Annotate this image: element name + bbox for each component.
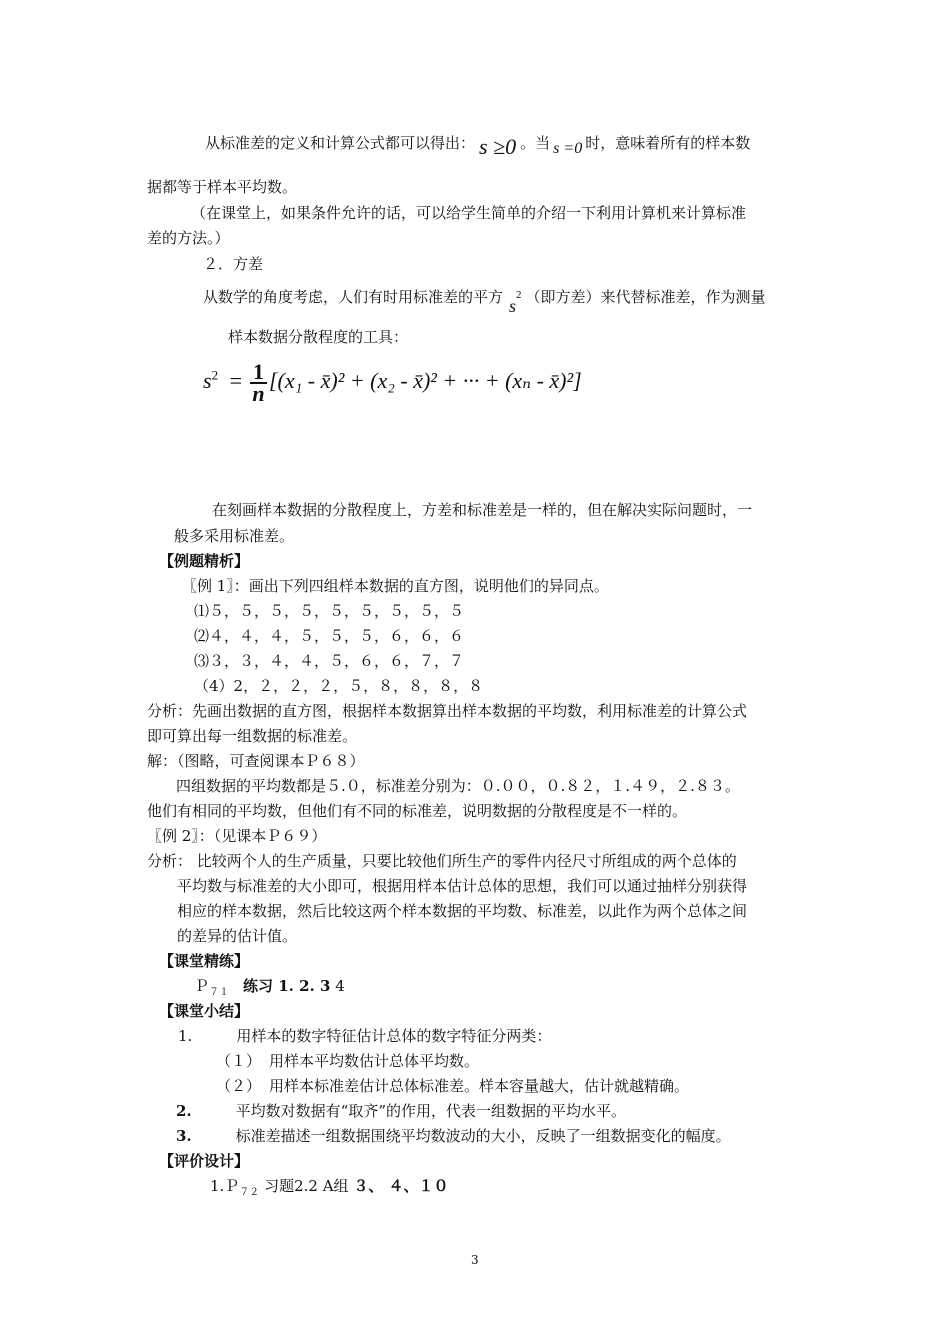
analysis-2-line-1: 分析： 比较两个人的生产质量，只要比较他们所生产的零件内径尺寸所组成的两个总体的	[147, 852, 737, 870]
data-set-1: ⑴５，５，５，５，５，５，５，５，５	[194, 602, 465, 620]
item-number: 1.	[178, 1027, 193, 1045]
para-continuation: 据都等于样本平均数。	[147, 178, 298, 196]
example-2: 〖例 2〗：（见课本Ｐ６９）	[147, 827, 327, 845]
heading-practice: 【课堂精练】	[159, 952, 250, 970]
sub-text: 用样本标准差估计总体标准差。样本容量越大，估计就越精确。	[269, 1077, 690, 1095]
item-number: 3.	[176, 1127, 192, 1145]
math-s-geq-0: s ≥0	[479, 134, 517, 159]
solution: 解：（图略，可查阅课本Ｐ６８）	[147, 752, 365, 770]
math-s-eq-0: s =0	[553, 140, 583, 157]
analysis-1-line-2: 即可算出每一组数据的标准差。	[147, 727, 358, 745]
heading-examples: 【例题精析】	[159, 552, 250, 570]
heading-summary: 【课堂小结】	[159, 1002, 250, 1020]
remark-line-1: 在刻画样本数据的分散程度上，方差和标准差是一样的，但在解决实际问题时，一	[212, 501, 753, 519]
text: （即方差）来代替标准差，作为测量	[525, 288, 766, 306]
text: 1.Ｐ	[210, 1177, 240, 1195]
heading-evaluation: 【评价设计】	[159, 1152, 250, 1170]
practice-item-4: 4	[330, 977, 345, 995]
analysis-1-line-1: 分析：先画出数据的直方图，根据样本数据算出样本数据的平均数，利用标准差的计算公式	[147, 702, 748, 720]
section-title-variance: ２．方差	[203, 255, 264, 273]
exercise-numbers: ３、 ４、１０	[353, 1177, 449, 1195]
summary-item-3	[176, 1126, 731, 1146]
formula-equals: =	[229, 368, 242, 394]
data-set-2: ⑵４，４，４，５，５，５，６，６，６	[194, 627, 465, 645]
variance-formula	[203, 359, 582, 406]
data-set-3: ⑶３，３，４，４，５，６，６，７，７	[194, 652, 465, 670]
analysis-2-line-2: 平均数与标准差的大小即可，根据用样本估计总体的思想，我们可以通过抽样分别获得	[177, 877, 748, 895]
sub-number: （２）	[216, 1077, 262, 1095]
summary-sub-2	[216, 1076, 689, 1096]
analysis-2-line-3: 相应的样本数据，然后比较这两个样本数据的平均数、标准差，以此作为两个总体之间	[177, 902, 748, 920]
remark-line-2: 般多采用标准差。	[174, 527, 295, 545]
math-sup: 2	[516, 289, 522, 301]
example-1: 〖例 1〗：画出下列四组样本数据的直方图，说明他们的异同点。	[182, 577, 609, 595]
data-set-4: （4）2，２，２，２，５，８，８，８，８	[194, 677, 484, 695]
fraction-numerator: 1	[250, 362, 267, 384]
para-std-nonnegative	[205, 131, 751, 159]
evaluation-line	[210, 1176, 449, 1203]
page-sub: ７１	[209, 987, 230, 998]
text: Ｐ	[194, 977, 210, 995]
analysis-2-line-4: 的差异的估计值。	[177, 927, 298, 945]
variance-intro-line-1	[203, 283, 766, 316]
sub-text: 用样本平均数估计总体平均数。	[269, 1052, 480, 1070]
formula-lhs-sup: 2	[211, 367, 219, 383]
note-line-1: （在课堂上，如果条件允许的话，可以给学生简单的介绍一下利用计算机来计算标准	[191, 204, 747, 222]
variance-intro-line-2: 样本数据分散程度的工具：	[228, 328, 409, 346]
summary-item-2	[176, 1101, 626, 1121]
item-text: 标准差描述一组数据围绕平均数波动的大小，反映了一组数据变化的幅度。	[235, 1127, 731, 1145]
text: 。当	[520, 134, 551, 152]
practice-items-bold: 练习 1. 2. 3	[243, 977, 331, 995]
item-number: 2.	[176, 1102, 192, 1120]
practice-line	[194, 976, 345, 1003]
text: 习题2.2 A组	[259, 1177, 354, 1195]
formula-lhs: s	[203, 368, 212, 394]
summary-sub-1	[216, 1051, 479, 1071]
page-sub: ７２	[239, 1187, 260, 1198]
result-line-1: 四组数据的平均数都是５.０，标准差分别为：０.００，０.８２，１.４９，２.８３。	[176, 777, 740, 795]
formula-body: [(x₁ - x̄)² + (x₂ - x̄)² + ··· + (xₙ - x̄)²]	[268, 368, 582, 394]
formula-fraction	[250, 359, 267, 406]
text: 从数学的角度考虑，人们有时用标准差的平方	[203, 288, 504, 306]
page-number: 3	[471, 1253, 479, 1267]
note-line-2: 差的方法。）	[147, 229, 230, 247]
text: 从标准差的定义和计算公式都可以得出：	[205, 134, 476, 152]
summary-item-1	[178, 1026, 551, 1046]
text: 时，意味着所有的样本数	[585, 134, 751, 152]
result-line-2: 他们有相同的平均数，但他们有不同的标准差，说明数据的分散程度是不一样的。	[147, 802, 688, 820]
item-text: 平均数对数据有“取齐”的作用，代表一组数据的平均水平。	[235, 1102, 627, 1120]
fraction-denominator: n	[252, 381, 265, 406]
sub-number: （１）	[216, 1052, 262, 1070]
item-text: 用样本的数字特征估计总体的数字特征分两类：	[236, 1027, 552, 1045]
math-s: s	[509, 296, 517, 316]
